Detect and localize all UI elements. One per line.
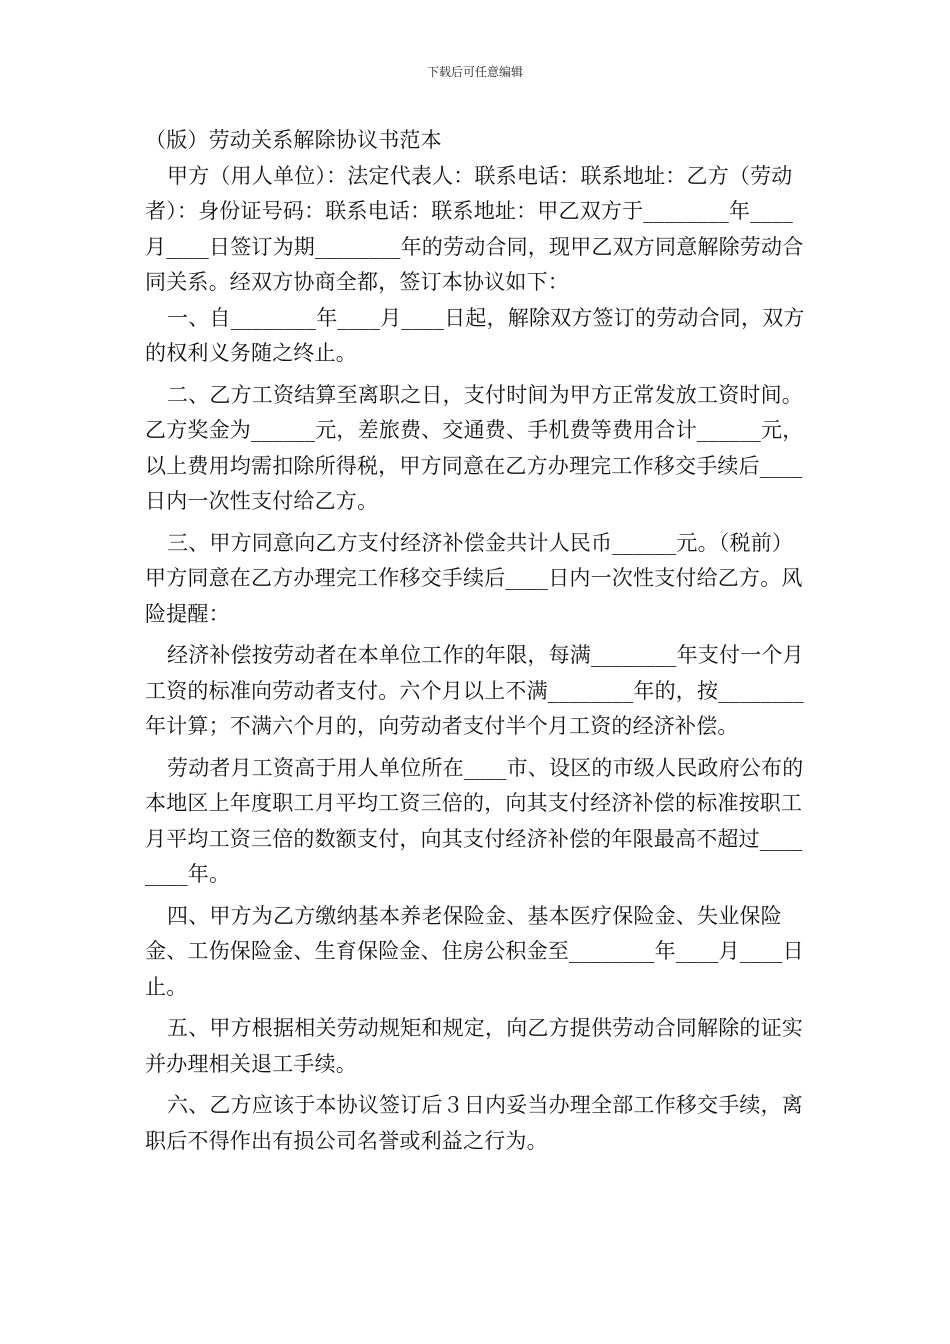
document-title: （版）劳动关系解除协议书范本: [145, 128, 442, 152]
paragraph-compensation-rule: 经济补偿按劳动者在本单位工作的年限，每满________年支付一个月工资的标准向劳动者支付。六个月以上不满________年的，按________年计算；不满六个月的，向劳动者支付半个月工资的经济补偿。: [145, 643, 804, 738]
paragraph-clause-1: 一、自________年____月____日起，解除双方签订的劳动合同，双方的权利义务随之终止。: [145, 305, 805, 365]
paragraph-parties: 甲方（用人单位）：法定代表人：联系电话：联系地址：乙方（劳动者）：身份证号码：联系电话：联系地址：甲乙双方于________年____月____日签订为期________年的劳动合同，现甲乙双方同意解除劳动合同关系。经双方协商全都，签订本协议如下：: [145, 163, 804, 294]
document-body: [145, 123, 807, 1159]
paragraph-compensation-cap: 劳动者月工资高于用人单位所在____市、设区的市级人民政府公布的本地区上年度职工月平均工资三倍的，向其支付经济补偿的标准按职工月平均工资三倍的数额支付，向其支付经济补偿的年限最高不超过________年。: [145, 755, 804, 886]
paragraph-clause-6: 六、乙方应该于本协议签订后３日内妥当办理全部工作移交手续，离职后不得作出有损公司名誉或利益之行为。: [145, 1093, 803, 1153]
header-note: 下载后可任意编辑: [426, 65, 523, 79]
paragraph-clause-3: 三、甲方同意向乙方支付经济补偿金共计人民币______元。（税前）甲方同意在乙方办理完工作移交手续后____日内一次性支付给乙方。风险提醒：: [145, 530, 803, 626]
paragraph-clause-2: 二、乙方工资结算至离职之日，支付时间为甲方正常发放工资时间。乙方奖金为______元，差旅费、交通费、手机费等费用合计______元，以上费用均需扣除所得税，甲方同意在乙方办理完工作移交手续后____日内一次性支付给乙方。: [145, 382, 804, 513]
paragraph-clause-5: 五、甲方根据相关劳动规矩和规定，向乙方提供劳动合同解除的证实并办理相关退工手续。: [145, 1016, 803, 1076]
paragraph-clause-4: 四、甲方为乙方缴纳基本养老保险金、基本医疗保险金、失业保险金、工伤保险金、生育保险金、住房公积金至________年____月____日止。: [145, 903, 804, 999]
